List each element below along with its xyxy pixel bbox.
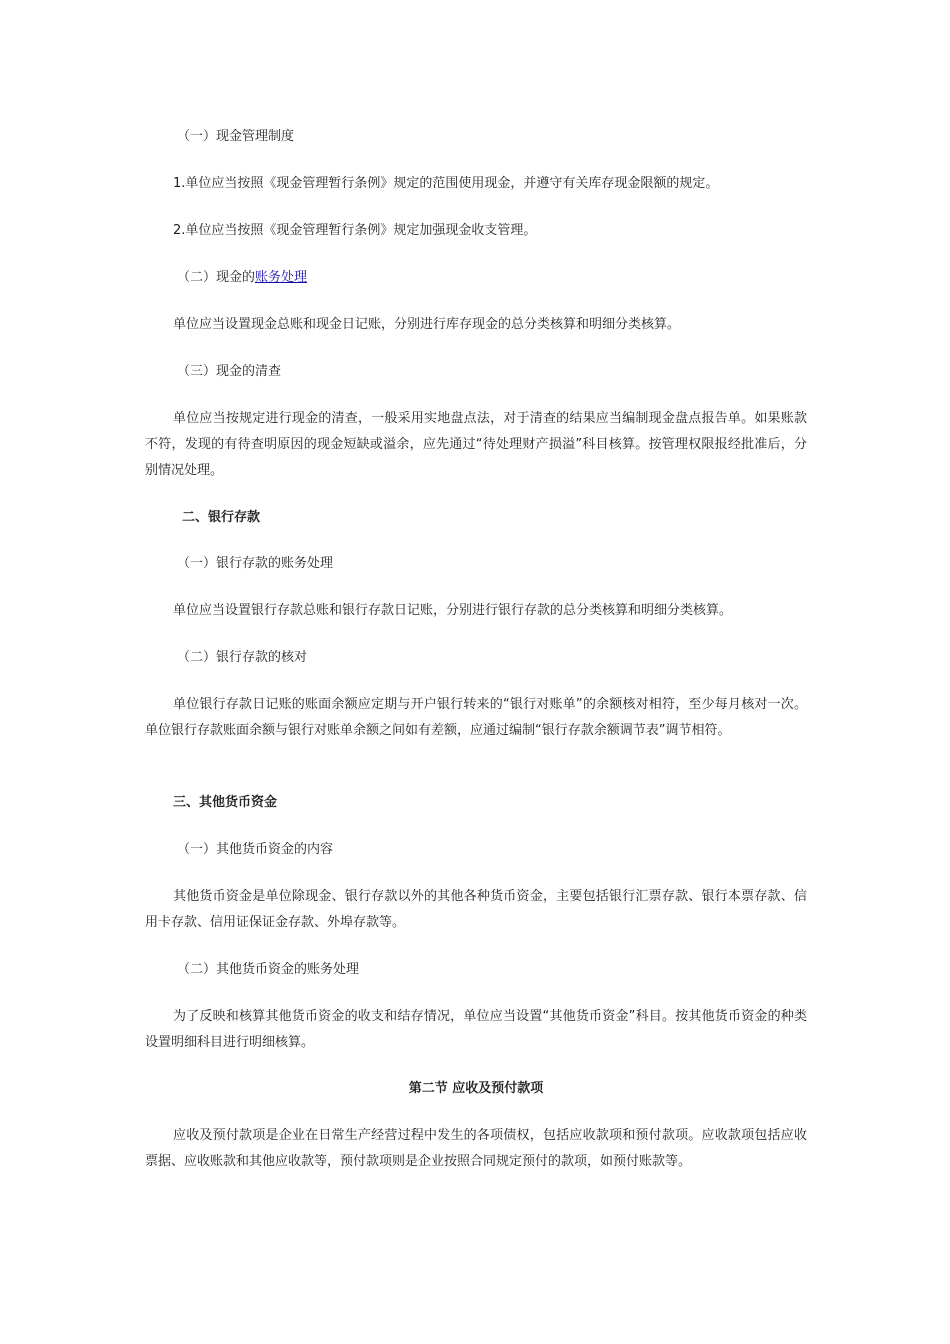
heading-other-funds: 三、其他货币资金 xyxy=(173,795,278,810)
paragraph-cash-audit: 单位应当按规定进行现金的清查，一般采用实地盘点法，对于清查的结果应当编制现金盘点报告单。如果账款不符，发现的有待查明原因的现金短缺或溢余，应先通过“待处理财产损溢”科目核算。按管理权限报经批准后，分别情况处理。 xyxy=(145,411,807,478)
paragraph-other-funds-accounting: 为了反映和核算其他货币资金的收支和结存情况，单位应当设置“其他货币资金”科目。按其他货币资金的种类设置明细科目进行明细核算。 xyxy=(145,1009,807,1050)
paragraph-cash-rule-1: 1.单位应当按照《现金管理暂行条例》规定的范围使用现金，并遵守有关库存现金限额的规定。 xyxy=(173,176,719,191)
paragraph-cash-rule-2: 2.单位应当按照《现金管理暂行条例》规定加强现金收支管理。 xyxy=(173,223,537,238)
subheading-other-funds-content: （一）其他货币资金的内容 xyxy=(177,842,334,857)
subheading-cash-audit: （三）现金的清查 xyxy=(177,364,282,379)
accounting-link[interactable]: 账务处理 xyxy=(255,270,308,285)
paragraph-other-funds-content: 其他货币资金是单位除现金、银行存款以外的其他各种货币资金，主要包括银行汇票存款、银行本票存款、信用卡存款、信用证保证金存款、外埠存款等。 xyxy=(145,889,807,930)
paragraph-receivables: 应收及预付款项是企业在日常生产经营过程中发生的各项债权，包括应收款项和预付款项。应收款项包括应收票据、应收账款和其他应收款等，预付款项则是企业按照合同规定预付的款项，如预付账款等。 xyxy=(145,1128,807,1169)
paragraph-bank-ledger: 单位应当设置银行存款总账和银行存款日记账，分别进行银行存款的总分类核算和明细分类核算。 xyxy=(173,603,733,618)
subheading-bank-reconcile: （二）银行存款的核对 xyxy=(177,650,308,665)
paragraph-cash-ledger: 单位应当设置现金总账和现金日记账，分别进行库存现金的总分类核算和明细分类核算。 xyxy=(173,317,681,332)
subheading-cash-accounting-prefix: （二）现金的 xyxy=(177,270,256,285)
subheading-cash-management: （一）现金管理制度 xyxy=(177,129,295,144)
section-title: 第二节 应收及预付款项 xyxy=(408,1081,544,1096)
subheading-bank-accounting: （一）银行存款的账务处理 xyxy=(177,556,334,571)
subheading-cash-accounting xyxy=(145,265,839,291)
subheading-other-funds-accounting: （二）其他货币资金的账务处理 xyxy=(177,962,360,977)
heading-bank-deposits: 二、银行存款 xyxy=(182,510,261,525)
paragraph-bank-reconcile: 单位银行存款日记账的账面余额应定期与开户银行转来的“银行对账单”的余额核对相符，至少每月核对一次。单位银行存款账面余额与银行对账单余额之间如有差额，应通过编制“银行存款余额调节表”调节相符。 xyxy=(145,697,807,738)
